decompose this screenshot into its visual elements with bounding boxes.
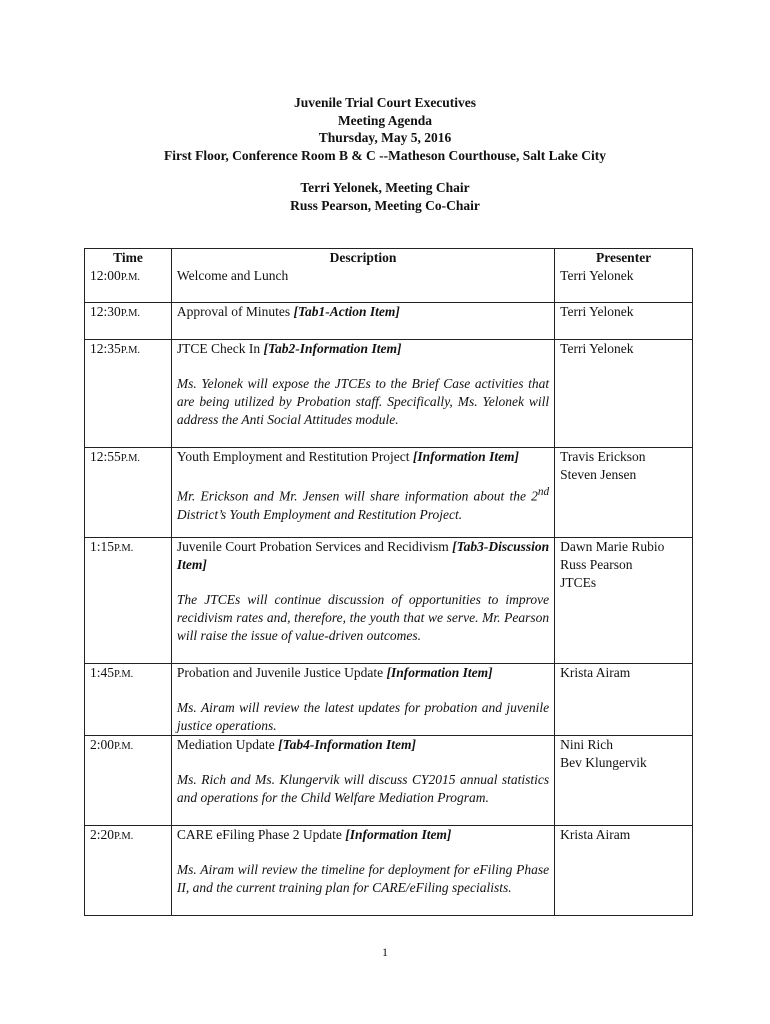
presenter-name: Terri Yelonek — [560, 341, 634, 356]
table-row — [85, 664, 693, 736]
meeting-cochair: Russ Pearson, Meeting Co-Chair — [290, 197, 480, 213]
time-ampm: P.M. — [114, 831, 134, 842]
time-ampm: P.M. — [120, 272, 141, 283]
time-value: 1:15 — [90, 539, 115, 554]
description-cell — [171, 303, 554, 340]
time-ampm: P.M. — [120, 453, 141, 464]
item-title: Youth Employment and Restitution Project — [176, 449, 413, 464]
presenter-name: Bev Klungervik — [560, 755, 647, 770]
time-column-header: Time — [113, 250, 143, 265]
presenter-cell — [555, 538, 693, 664]
description-cell — [171, 448, 554, 538]
meeting-location: First Floor, Conference Room B & C --Matheson Courthouse, Salt Lake City — [163, 147, 607, 163]
presenter-cell — [555, 249, 693, 303]
item-title: Probation and Juvenile Justice Update — [176, 665, 387, 680]
description-column-header: Description — [329, 250, 397, 265]
presenter-name: Terri Yelonek — [560, 268, 634, 283]
item-note: Ms. Yelonek will expose the JTCEs to the Brief Case activities that are being utilized by Probation staff. Specifically, Ms. Yelonek will address the Anti Social Attitudes module. — [176, 376, 550, 427]
description-cell — [171, 736, 554, 826]
item-title: Approval of Minutes — [176, 304, 294, 319]
presenter-name: Krista Airam — [560, 827, 631, 842]
presenter-cell — [555, 340, 693, 448]
meeting-chair: Terri Yelonek, Meeting Chair — [300, 180, 470, 195]
time-value: 12:55 — [90, 449, 121, 464]
item-tag: [Tab1-Action Item] — [293, 304, 400, 319]
table-row — [85, 303, 693, 340]
time-cell — [85, 664, 172, 736]
time-value: 12:30 — [90, 304, 121, 319]
presenter-name: Terri Yelonek — [560, 304, 634, 319]
table-row — [85, 736, 693, 826]
item-title: CARE eFiling Phase 2 Update — [176, 827, 346, 842]
table-row — [85, 448, 693, 538]
description-cell — [171, 538, 554, 664]
presenter-cell — [555, 826, 693, 916]
agenda-header — [0, 94, 770, 214]
presenter-name: Travis Erickson — [560, 449, 646, 464]
description-cell — [171, 664, 554, 736]
table-row — [85, 340, 693, 448]
presenter-cell — [555, 664, 693, 736]
item-note: Mr. Erickson and Mr. Jensen will share information about the 2nd District’s Youth Employment and Restitution Project. — [176, 486, 550, 522]
item-tag: [Tab4-Information Item] — [278, 737, 417, 752]
presenter-name: JTCEs — [560, 575, 597, 590]
presenter-cell — [555, 448, 693, 538]
description-cell — [171, 340, 554, 448]
committee-title: Juvenile Trial Court Executives — [293, 95, 477, 110]
time-value: 12:35 — [90, 341, 121, 356]
presenter-name: Krista Airam — [560, 665, 631, 680]
description-cell — [171, 249, 554, 303]
table-row — [85, 249, 693, 303]
time-cell — [85, 303, 172, 340]
time-ampm: P.M. — [120, 308, 141, 319]
item-note: Ms. Rich and Ms. Klungervik will discuss CY2015 annual statistics and operations for the Child Welfare Mediation Program. — [176, 772, 550, 805]
time-cell — [85, 538, 172, 664]
time-ampm: P.M. — [120, 345, 141, 356]
item-note: The JTCEs will continue discussion of opportunities to improve recidivism rates and, therefore, the youth that we serve. Mr. Pearson will raise the issue of value-driven outcomes. — [176, 592, 550, 643]
time-value: 2:20 — [90, 827, 115, 842]
document-title: Meeting Agenda — [337, 112, 433, 128]
time-cell — [85, 736, 172, 826]
time-cell — [85, 249, 172, 303]
item-title: Welcome and Lunch — [176, 268, 289, 283]
time-cell — [85, 826, 172, 916]
description-cell — [171, 826, 554, 916]
item-tag: [Information Item] — [386, 665, 493, 680]
page-number: 1 — [382, 945, 388, 959]
presenter-name: Russ Pearson — [560, 557, 633, 572]
table-row — [85, 826, 693, 916]
presenter-column-header: Presenter — [595, 250, 652, 265]
time-cell — [85, 448, 172, 538]
item-tag: [Tab3-Discussion Item] — [176, 539, 550, 572]
time-cell — [85, 340, 172, 448]
table-row — [85, 538, 693, 664]
item-note: Ms. Airam will review the latest updates for probation and juvenile justice operations. — [176, 700, 550, 733]
item-tag: [Information Item] — [412, 449, 520, 464]
item-title: JTCE Check In — [176, 341, 264, 356]
presenter-cell — [555, 736, 693, 826]
item-tag: [Tab2-Information Item] — [263, 341, 402, 356]
time-ampm: P.M. — [114, 741, 134, 752]
time-ampm: P.M. — [114, 669, 134, 680]
item-title: Juvenile Court Probation Services and Recidivism — [176, 539, 453, 554]
item-title: Mediation Update — [176, 737, 279, 752]
time-value: 1:45 — [90, 665, 115, 680]
presenter-cell — [555, 303, 693, 340]
time-ampm: P.M. — [114, 543, 134, 554]
presenter-name: Dawn Marie Rubio — [560, 539, 665, 554]
presenter-name: Nini Rich — [560, 737, 614, 752]
item-tag: [Information Item] — [345, 827, 452, 842]
time-value: 12:00 — [90, 268, 121, 283]
time-value: 2:00 — [90, 737, 115, 752]
item-note: Ms. Airam will review the timeline for deployment for eFiling Phase II, and the current training plan for CARE/eFiling specialists. — [176, 862, 550, 895]
agenda-table — [84, 248, 693, 916]
meeting-date: Thursday, May 5, 2016 — [318, 130, 452, 145]
presenter-name: Steven Jensen — [560, 467, 637, 482]
